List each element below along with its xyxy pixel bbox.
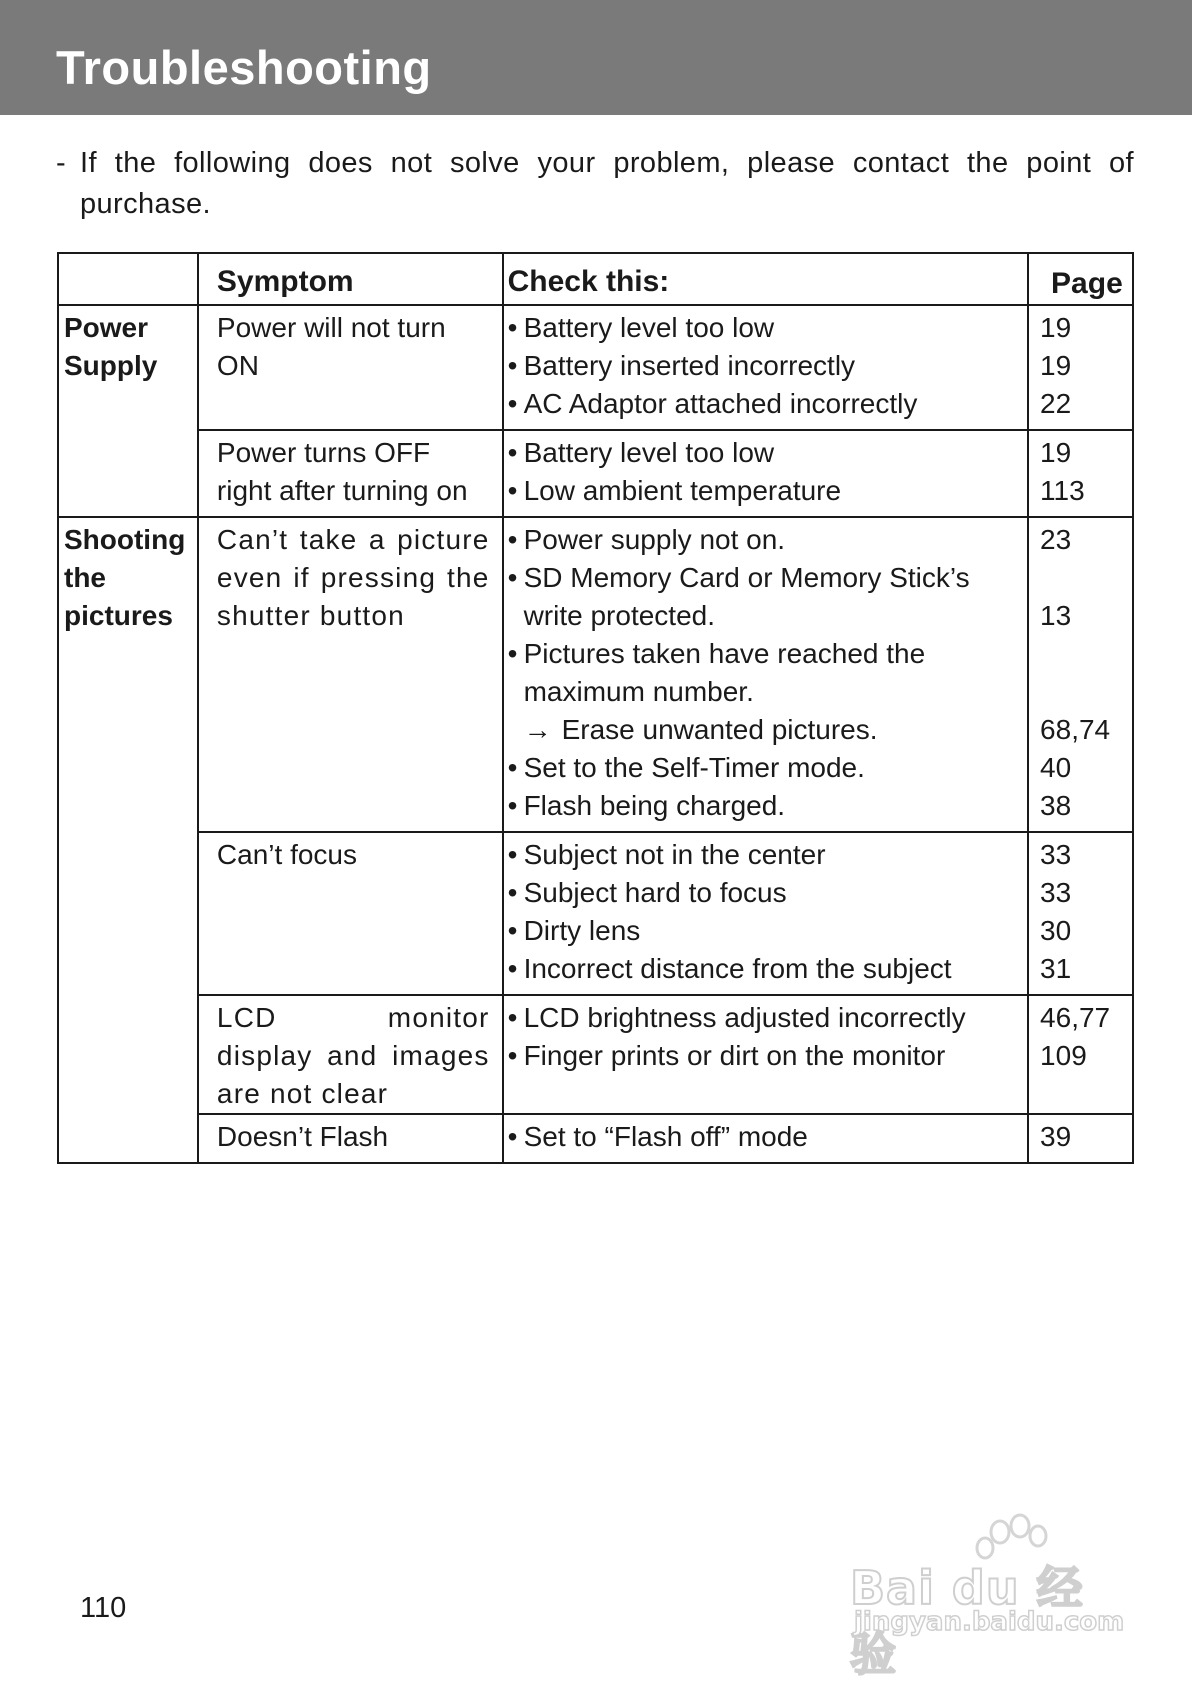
category-cell: Shooting the pictures (58, 517, 198, 1163)
check-cell (503, 517, 1028, 832)
troubleshooting-table (57, 252, 1134, 1164)
check-item (508, 673, 1027, 711)
bullet: • (507, 638, 518, 669)
header-check: Check this: (503, 253, 1028, 305)
page-ref: 109 (1040, 1040, 1087, 1071)
page-ref: 19 (1040, 312, 1072, 343)
check-item-text: Flash being charged. (523, 790, 786, 821)
page-ref: 39 (1040, 1121, 1072, 1152)
check-item (508, 385, 1027, 423)
symptom-cell: Can’t focus (198, 832, 503, 995)
page-ref (1040, 635, 1132, 673)
symptom-cell: Doesn’t Flash (198, 1114, 503, 1163)
symptom-cell: Power turns OFF right after turning on (198, 430, 503, 517)
check-item-text: Incorrect distance from the subject (523, 953, 952, 984)
check-item (508, 559, 1027, 597)
check-cell (503, 995, 1028, 1114)
check-cell (503, 430, 1028, 517)
bullet: • (507, 877, 518, 908)
check-item (508, 472, 1027, 510)
page-title: Troubleshooting (56, 41, 432, 94)
check-cell (503, 1114, 1028, 1163)
check-cell (503, 305, 1028, 430)
bullet: • (507, 839, 518, 870)
bullet: • (507, 915, 518, 946)
table-row (58, 832, 1133, 995)
check-item (508, 521, 1027, 559)
page-ref: 19 (1040, 437, 1072, 468)
check-item-text: write protected. (523, 600, 715, 631)
page-ref (1040, 559, 1132, 597)
check-item (508, 635, 1027, 673)
check-item-text: Battery level too low (523, 312, 775, 343)
bullet: • (507, 790, 518, 821)
page-ref: 30 (1040, 915, 1072, 946)
page-ref: 38 (1040, 790, 1072, 821)
bullet: • (507, 1002, 518, 1033)
check-item (508, 434, 1027, 472)
check-item-text: Subject not in the center (523, 839, 826, 870)
check-item (508, 1037, 1027, 1075)
check-item (508, 874, 1027, 912)
check-item-text: Low ambient temperature (523, 475, 842, 506)
baidu-watermark (850, 1512, 1130, 1681)
page-ref: 113 (1040, 475, 1085, 506)
page-cell (1028, 995, 1133, 1114)
check-cell (503, 832, 1028, 995)
check-item-text: Erase unwanted pictures. (561, 714, 878, 745)
page-ref: 33 (1040, 839, 1072, 870)
intro-text: If the following does not solve your problem, please contact the point of purchase. (80, 147, 1134, 220)
category-cell: Power Supply (58, 305, 198, 517)
page-ref: 33 (1040, 877, 1072, 908)
page-cell (1028, 517, 1133, 832)
page-number: 110 (80, 1592, 127, 1624)
page-ref: 22 (1040, 388, 1072, 419)
bullet: • (507, 1040, 518, 1071)
page-cell (1028, 832, 1133, 995)
table-row (58, 995, 1133, 1114)
table-row (58, 1114, 1133, 1163)
bullet: • (507, 312, 518, 343)
header-category (58, 253, 198, 305)
page-ref: 31 (1040, 953, 1072, 984)
page-ref: 68,74 (1040, 714, 1111, 745)
bullet: • (507, 524, 518, 555)
page-ref: 23 (1040, 524, 1072, 555)
page-ref: 13 (1040, 600, 1072, 631)
symptom-cell: LCD monitor display and images are not clear (198, 995, 503, 1114)
check-item-text: Battery level too low (523, 437, 775, 468)
bullet (508, 673, 524, 711)
check-item-text: SD Memory Card or Memory Stick’s (523, 562, 970, 593)
check-item-text: LCD brightness adjusted incorrectly (523, 1002, 966, 1033)
bullet: • (507, 350, 518, 381)
check-item-text: Set to “Flash off” mode (523, 1121, 808, 1152)
check-item (508, 912, 1027, 950)
check-item (508, 749, 1027, 787)
check-item-text: Set to the Self-Timer mode. (523, 752, 865, 783)
page-cell (1028, 430, 1133, 517)
page-header-bar (0, 0, 1192, 115)
check-item (508, 1118, 1027, 1156)
bullet: • (507, 475, 518, 506)
header-symptom: Symptom (198, 253, 503, 305)
bullet: • (507, 562, 518, 593)
check-item (508, 597, 1027, 635)
page-ref: 40 (1040, 752, 1072, 783)
table-header-row (58, 253, 1133, 305)
check-item-text: Pictures taken have reached the (523, 638, 926, 669)
check-item-text: Finger prints or dirt on the monitor (523, 1040, 946, 1071)
page-ref: 46,77 (1040, 1002, 1111, 1033)
bullet: • (507, 752, 518, 783)
check-item-text: Power supply not on. (523, 524, 786, 555)
page-cell (1028, 305, 1133, 430)
arrow-right-icon: → (523, 714, 552, 745)
check-item (508, 999, 1027, 1037)
check-item-text: maximum number. (523, 676, 754, 707)
watermark-logo-text: Bai du 经验 (850, 1561, 1084, 1681)
symptom-cell: Power will not turn ON (198, 305, 503, 430)
intro-dash: - (56, 147, 67, 179)
bullet (508, 711, 524, 749)
check-item (508, 309, 1027, 347)
check-item (508, 347, 1027, 385)
page-cell (1028, 1114, 1133, 1163)
page-ref: 19 (1040, 350, 1072, 381)
bullet: • (507, 388, 518, 419)
watermark-url: jingyan.baidu.com (854, 1607, 1125, 1637)
header-page: Page (1028, 253, 1133, 305)
check-item (508, 787, 1027, 825)
bullet: • (507, 953, 518, 984)
bullet (508, 597, 524, 635)
table-row (58, 305, 1133, 430)
check-item (508, 950, 1027, 988)
table-row (58, 430, 1133, 517)
bullet: • (507, 437, 518, 468)
check-item-text: Subject hard to focus (523, 877, 787, 908)
bullet: • (507, 1121, 518, 1152)
page-ref (1040, 673, 1132, 711)
intro-note (56, 143, 1134, 225)
check-item-text: Dirty lens (523, 915, 641, 946)
check-item-text: AC Adaptor attached incorrectly (523, 388, 918, 419)
check-item (508, 836, 1027, 874)
table-row (58, 517, 1133, 832)
check-item-text: Battery inserted incorrectly (523, 350, 856, 381)
symptom-cell: Can’t take a picture even if pressing the shutter button (198, 517, 503, 832)
check-item (508, 711, 1027, 749)
